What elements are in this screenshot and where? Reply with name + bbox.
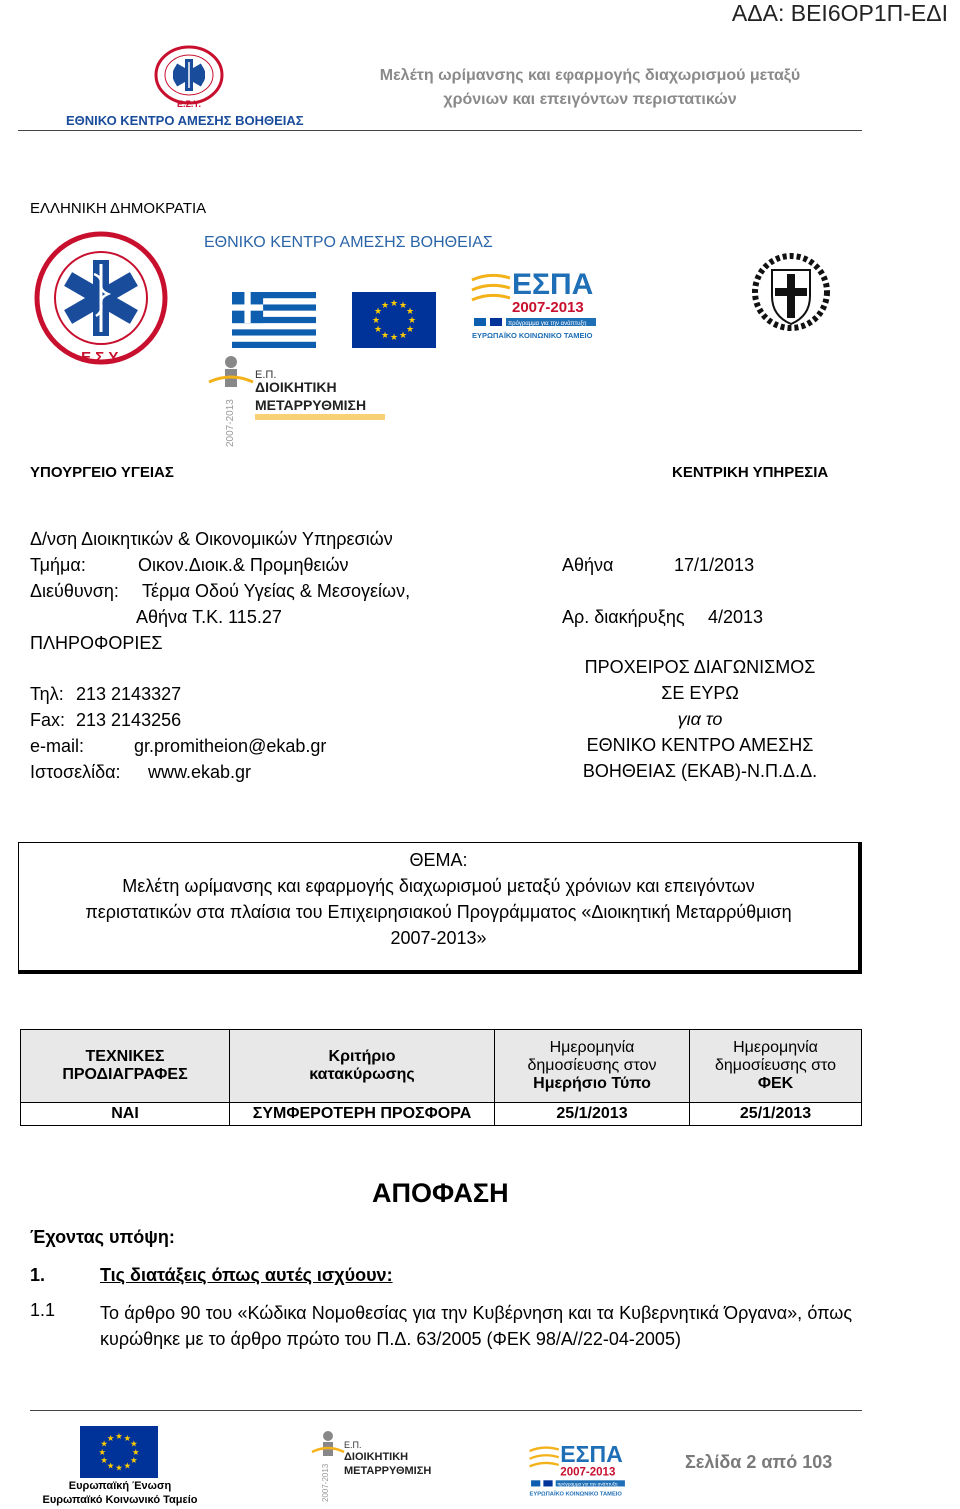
ekab-logo-caption: Ε.Σ.Υ. [81, 349, 121, 366]
cell-press-date: 25/1/2013 [495, 1103, 690, 1126]
th-press-date [495, 1030, 690, 1103]
header-title [320, 64, 860, 112]
footer-eu-line2: Ευρωπαϊκό Κοινωνικό Ταμείο [42, 1494, 198, 1506]
item1-text: Τις διατάξεις όπως αυτές ισχύουν: [100, 1265, 393, 1285]
svg-text:★: ★ [405, 307, 415, 317]
footer-ep-line2: ΜΕΤΑΡΡΥΘΜΙΣΗ [344, 1465, 432, 1477]
svg-text:★: ★ [405, 325, 415, 335]
svg-text:★: ★ [380, 331, 390, 341]
svg-text:★: ★ [131, 1446, 140, 1457]
th-specs [21, 1030, 230, 1103]
ref-value: 4/2013 [708, 607, 764, 627]
footer-espa-logo [528, 1436, 628, 1500]
th-criterion [230, 1030, 495, 1103]
footer-eu-line1: Ευρωπαϊκή Ένωση [68, 1480, 172, 1492]
subject-line1: Μελέτη ωρίμανσης και εφαρμογής διαχωρισμού μεταξύ χρόνιων και επειγόντων [122, 876, 755, 896]
th-specs-l2: ΠΡΟΔΙΑΓΡΑΦΕΣ [62, 1066, 188, 1083]
cell-specs: ΝΑΙ [21, 1103, 230, 1126]
subject-label: ΘΕΜΑ: [409, 850, 468, 870]
svg-text:★: ★ [115, 1431, 123, 1441]
central-label: ΚΕΝΤΡΙΚΗ ΥΠΗΡΕΣΙΑ [672, 464, 829, 481]
th-specs-l1: ΤΕΧΝΙΚΕΣ [85, 1048, 165, 1065]
footer-eu-flag [80, 1426, 158, 1478]
dept-label: Τμήμα: [30, 555, 86, 575]
directorate: Δ/νση Διοικητικών & Οικονομικών Υπηρεσιών [30, 529, 393, 549]
svg-text:★: ★ [407, 316, 417, 326]
footer-espa-sub: πρόγραμμα για την ανάπτυξη [557, 1481, 618, 1487]
th-press-l1: Ημερομηνία [549, 1039, 635, 1056]
ref-label: Αρ. διακήρυξης [562, 607, 685, 627]
header-title-line1: Μελέτη ωρίμανσης και εφαρμογής διαχωρισμού μεταξύ [379, 67, 801, 84]
item1-number: 1. [30, 1265, 46, 1285]
tender-line4: ΕΘΝΙΚΟ ΚΕΝΤΡΟ ΑΜΕΣΗΣ [586, 735, 814, 755]
espa-title: ΕΣΠΑ [512, 268, 594, 301]
svg-text:★: ★ [373, 307, 383, 317]
svg-text:★: ★ [373, 325, 383, 335]
svg-text:★: ★ [115, 1462, 123, 1473]
small-logo-caption: Ε.Σ.Υ. [177, 99, 201, 109]
footer-divider [30, 1410, 862, 1411]
tender-line3: για το [677, 709, 723, 729]
footer-espa-fund: ΕΥΡΩΠΑΪΚΟ ΚΟΙΝΩΝΙΚΟ ΤΑΜΕΙΟ [529, 1491, 622, 1498]
svg-text:★: ★ [123, 1432, 132, 1443]
table-row [21, 1103, 862, 1126]
tender-table [20, 1029, 862, 1126]
svg-text:★: ★ [106, 1460, 115, 1471]
svg-text:★: ★ [106, 1432, 115, 1443]
decision-title: ΑΠΟΦΑΣΗ [372, 1178, 509, 1208]
item11-number: 1.1 [30, 1300, 56, 1320]
city-label: Αθήνα [562, 555, 614, 575]
footer-ep-logo [310, 1428, 450, 1504]
website-label: Ιστοσελίδα: [30, 762, 121, 782]
svg-text:★: ★ [98, 1446, 107, 1457]
page-number: Σελίδα 2 από 103 [685, 1452, 833, 1472]
email-label: e-mail: [30, 736, 85, 756]
header-org: ΕΘΝΙΚΟ ΚΕΝΤΡΟ ΑΜΕΣΗΣ ΒΟΗΘΕΙΑΣ [66, 113, 304, 128]
header-divider [18, 130, 862, 131]
espa-fund: ΕΥΡΩΠΑΪΚΟ ΚΟΙΝΩΝΙΚΟ ΤΑΜΕΙΟ [472, 331, 593, 340]
footer-ep-small: Ε.Π. [344, 1440, 362, 1450]
address-line1: Τέρμα Οδού Υγείας & Μεσογείων, [142, 581, 411, 601]
svg-text:★: ★ [100, 1438, 108, 1449]
th-fek-date [690, 1030, 862, 1103]
address-line2: Αθήνα Τ.Κ. 115.27 [136, 607, 282, 627]
email-link[interactable]: gr.promitheion@ekab.gr [134, 736, 327, 756]
ministry-label: ΥΠΟΥΡΓΕΙΟ ΥΓΕΙΑΣ [30, 464, 174, 481]
ekab-logo-small [148, 44, 230, 110]
subject-text [19, 843, 858, 951]
espa-logo [470, 262, 600, 342]
th-fek-l2: δημοσίευσης στο [714, 1057, 837, 1074]
cell-fek-date: 25/1/2013 [690, 1103, 862, 1126]
th-fek-l1: Ημερομηνία [733, 1039, 818, 1056]
svg-text:★: ★ [380, 301, 390, 311]
tel-label: Τηλ: [30, 684, 64, 704]
dept-value: Οικον.Διοικ.& Προμηθειών [138, 555, 349, 575]
tel-value: 213 2143327 [76, 684, 182, 704]
footer-ep-years: 2007-2013 [321, 1463, 330, 1502]
info-label: ΠΛΗΡΟΦΟΡΙΕΣ [30, 633, 163, 653]
svg-text:★: ★ [389, 333, 399, 343]
cell-criterion: ΣΥΜΦΕΡΟΤΕΡΗ ΠΡΟΣΦΟΡΑ [230, 1103, 495, 1126]
th-press-l2: δημοσίευσης στον [527, 1057, 657, 1074]
svg-text:★: ★ [100, 1455, 108, 1466]
espa-sub: πρόγραμμα για την ανάπτυξη [508, 321, 587, 327]
fax-value: 213 2143256 [76, 710, 182, 730]
svg-text:★: ★ [398, 301, 408, 311]
th-criterion-l2: κατακύρωσης [309, 1066, 415, 1083]
footer-espa-title: ΕΣΠΑ [560, 1440, 623, 1467]
ada-code: ΑΔΑ: ΒΕΙ6ΟΡ1Π-ΕΔΙ [731, 0, 948, 26]
republic-label: ΕΛΛΗΝΙΚΗ ΔΗΜΟΚΡΑΤΙΑ [30, 200, 207, 217]
ekab-label: ΕΘΝΙΚΟ ΚΕΝΤΡΟ ΑΜΕΣΗΣ ΒΟΗΘΕΙΑΣ [204, 234, 493, 251]
svg-text:★: ★ [130, 1455, 138, 1466]
header-title-line2: χρόνιων και επειγόντων περιστατικών [443, 91, 737, 108]
svg-text:★: ★ [398, 331, 408, 341]
ep-logo [205, 352, 395, 450]
svg-text:★: ★ [123, 1460, 132, 1471]
website-link[interactable]: www.ekab.gr [148, 762, 252, 782]
th-press-l3: Ημερήσιο Τύπο [533, 1075, 651, 1092]
footer-eu-caption [40, 1479, 200, 1507]
th-fek-l3: ΦΕΚ [757, 1075, 794, 1092]
subject-line2: περιστατικών στα πλαίσια του Επιχειρησιακού Προγράμματος «Διοικητική Μεταρρύθμιση [85, 902, 792, 922]
ep-line1: ΔΙΟΙΚΗΤΙΚΗ [255, 379, 337, 395]
eu-flag [352, 292, 436, 348]
date-value: 17/1/2013 [674, 555, 755, 575]
table-header-row [21, 1030, 862, 1103]
ep-years-vertical: 2007-2013 [225, 399, 236, 447]
considering-label: Έχοντας υπόψη: [30, 1227, 175, 1247]
tender-line5: ΒΟΗΘΕΙΑΣ (ΕΚΑΒ)-Ν.Π.Δ.Δ. [582, 761, 818, 781]
svg-text:★: ★ [130, 1438, 138, 1449]
greek-flag [232, 292, 316, 348]
svg-text:★: ★ [389, 299, 399, 309]
ep-small: Ε.Π. [255, 369, 277, 381]
subject-line3: 2007-2013» [390, 928, 487, 948]
item11-text: Το άρθρο 90 του «Κώδικα Νομοθεσίας για την Κυβέρνηση και τα Κυβερνητικά Όργανα», όπως κυρώθηκε με το άρθρο πρώτο του Π.Δ. 63/2005 (ΦΕΚ 98/Α//22-04-2005) [100, 1303, 852, 1349]
svg-text:★: ★ [371, 316, 381, 326]
footer-ep-line1: ΔΙΟΙΚΗΤΙΚΗ [344, 1451, 409, 1463]
greek-emblem [752, 252, 830, 332]
espa-years: 2007-2013 [512, 299, 584, 316]
ep-line2: ΜΕΤΑΡΡΥΘΜΙΣΗ [255, 397, 367, 413]
tender-line2: ΣΕ ΕΥΡΩ [661, 683, 739, 703]
address-label: Διεύθυνση: [30, 581, 119, 601]
fax-label: Fax: [30, 710, 66, 730]
tender-line1: ΠΡΟΧΕΙΡΟΣ ΔΙΑΓΩΝΙΣΜΟΣ [584, 657, 816, 677]
th-criterion-l1: Κριτήριο [328, 1048, 396, 1065]
tender-block [560, 654, 840, 784]
footer-espa-years: 2007-2013 [560, 1466, 616, 1479]
ekab-logo [30, 230, 172, 370]
subject-box [18, 842, 862, 974]
